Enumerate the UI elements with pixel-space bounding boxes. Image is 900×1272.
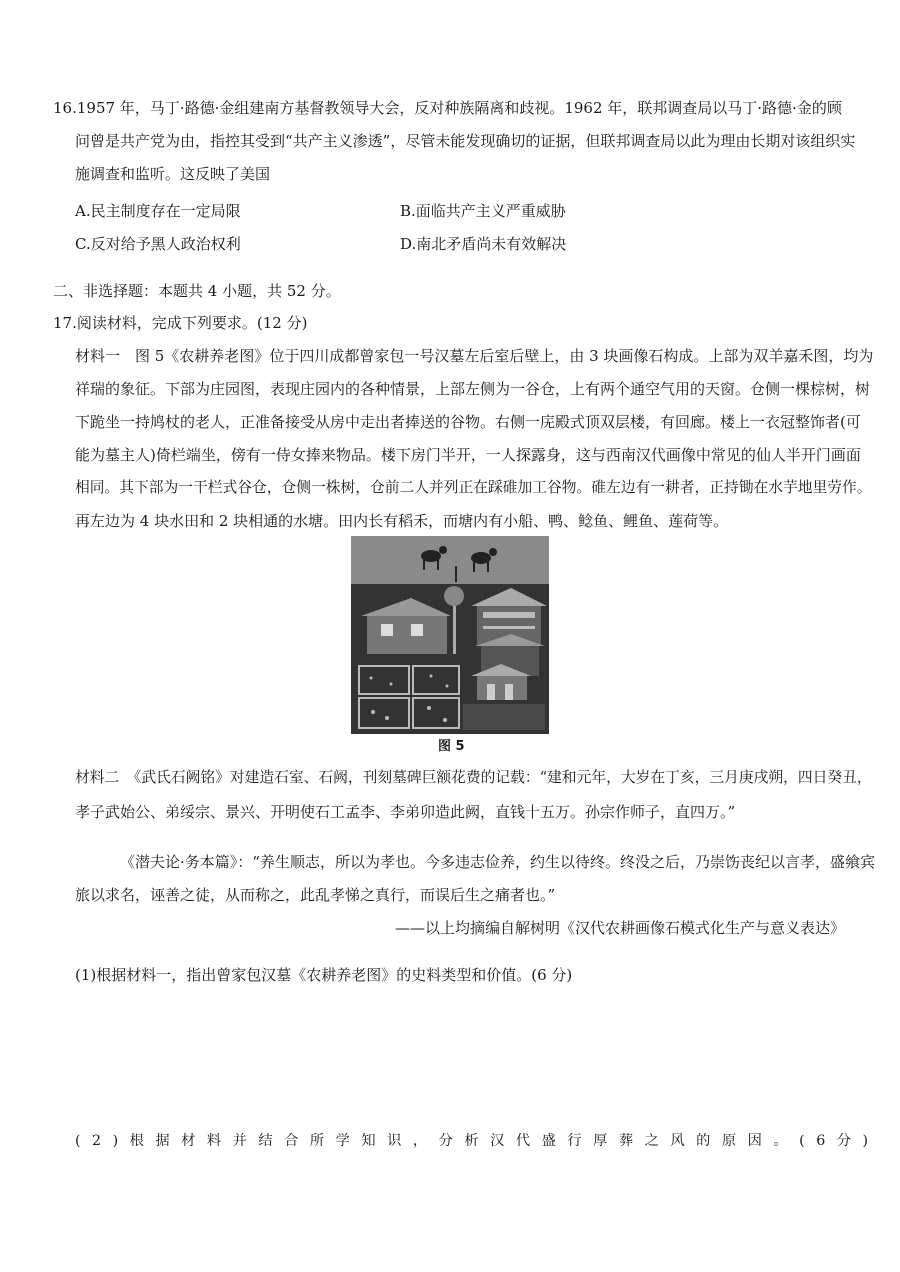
q16-option-c[interactable]: C.反对给予黑人政治权利 <box>75 235 241 253</box>
material1-line: 再左边为 4 块水田和 2 块相通的水塘。田内长有稻禾，而塘内有小船、鸭、鲶鱼、鲤鱼、莲荷等。 <box>75 512 729 530</box>
q16-stem-line-2: 问曾是共产党为由，指控其受到“共产主义渗透”，尽管未能发现确切的证据，但联邦调查局以此为理由长期对该组织实 <box>75 132 856 150</box>
material1-line: 祥瑞的象征。下部为庄园图，表现庄园内的各种情景，上部左侧为一谷仓，上有两个通空气用的天窗。仓侧一棵棕树，树 <box>75 380 871 398</box>
section-heading: 二、非选择题：本题共 4 小题，共 52 分。 <box>53 282 341 300</box>
material2-line: 孝子武始公、弟绥宗、景兴、开明使石工孟李、李弟卯造此阙，直钱十五万。孙宗作师子，直四万。” <box>75 803 736 821</box>
q16-option-b[interactable]: B.面临共产主义严重威胁 <box>400 202 566 220</box>
q16-stem-line-1: 16.1957 年，马丁·路德·金组建南方基督教领导大会，反对种族隔离和歧视。1962 年，联邦调查局以马丁·路德·金的顾 <box>53 99 842 117</box>
figure-caption: 图 5 <box>438 739 465 754</box>
q17-part-1: (1)根据材料一，指出曾家包汉墓《农耕养老图》的史料类型和价值。(6 分) <box>75 966 573 984</box>
q16-stem-line-3: 施调查和监听。这反映了美国 <box>75 165 271 183</box>
material2-line: 材料二 《武氏石阙铭》对建造石室、石阙，刊刻墓碑巨额花费的记载：“建和元年，大岁在丁亥，三月庚戌朔，四日癸丑， <box>75 769 872 786</box>
quote-line: 《潜夫论·务本篇》：“养生顺志，所以为孝也。今多违志俭养，约生以待终。终没之后，乃崇饬丧纪以言孝，盛飨宾 <box>120 853 875 871</box>
quote-line: 旅以求名，诬善之徒，从而称之，此乱孝悌之真行，而误后生之痛者也。” <box>75 886 556 904</box>
material1-line: 材料一 图 5《农耕养老图》位于四川成都曾家包一号汉墓左后室后壁上，由 3 块画像石构成。上部为双羊嘉禾图，均为 <box>75 347 874 365</box>
q17-title: 17.阅读材料，完成下列要求。(12 分) <box>53 314 308 332</box>
q16-option-a[interactable]: A.民主制度存在一定局限 <box>75 202 241 220</box>
q16-option-d[interactable]: D.南北矛盾尚未有效解决 <box>400 235 567 253</box>
source-citation: ——以上均摘编自解树明《汉代农耕画像石模式化生产与意义表达》 <box>394 919 845 937</box>
material1-line: 相同。其下部为一干栏式谷仓，仓侧一株树，仓前二人并列正在踩碓加工谷物。碓左边有一耕者，正持锄在水芋地里劳作。 <box>75 479 872 496</box>
material1-line: 下跪坐一持鸠杖的老人，正准备接受从房中走出者捧送的谷物。右侧一庑殿式顶双层楼，有回廊。楼上一衣冠整饰者(可 <box>75 413 861 431</box>
q17-part-2: (2)根据材料并结合所学知识，分析汉代盛行厚葬之风的原因。(6分) <box>75 1133 880 1149</box>
material1-line: 能为墓主人)倚栏端坐，傍有一侍女捧来物品。楼下房门半开，一人探露身，这与西南汉代画像中常见的仙人半开门画面 <box>75 446 861 464</box>
farming-elderly-relief-image <box>351 536 549 734</box>
